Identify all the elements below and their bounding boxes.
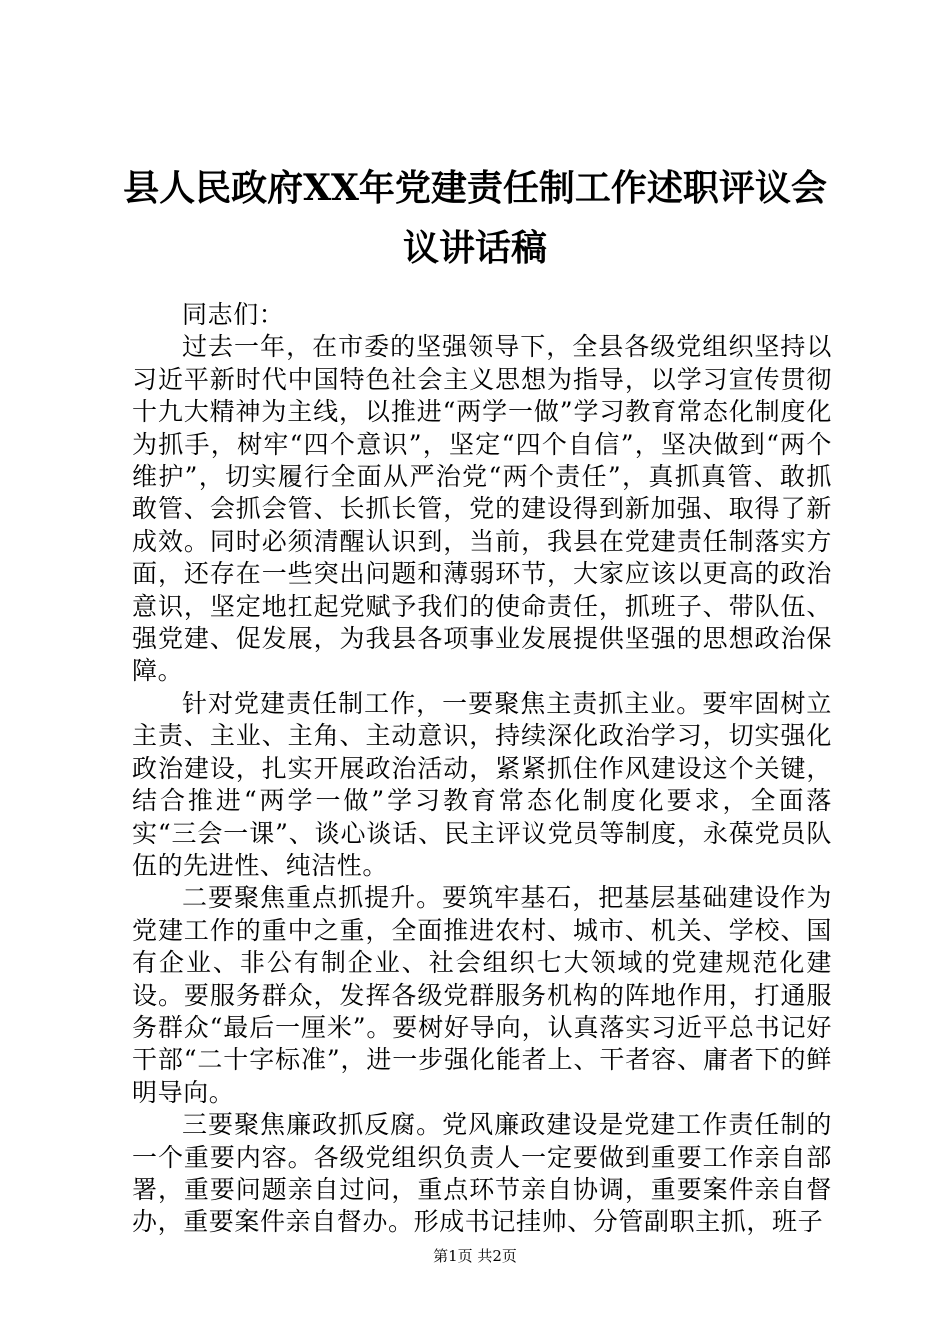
body-paragraph-1: 过去一年，在市委的坚强领导下，全县各级党组织坚持以习近平新时代中国特色社会主义思想为指导，以学习宣传贯彻十九大精神为主线，以推进“两学一做”学习教育常态化制度化为抓手，树牢“四个意识”，坚定“四个自信”，坚决做到“两个维护”，切实履行全面从严治党“两个责任”，真抓真管、敢抓敢管、会抓会管、长抓长管，党的建设得到新加强、取得了新成效。同时必须清醒认识到，当前，我县在党建责任制落实方面，还存在一些突出问题和薄弱环节，大家应该以更高的政治意识，坚定地扛起党赋予我们的使命责任，抓班子、带队伍、强党建、促发展，为我县各项事业发展提供坚强的思想政治保障。 [132,332,832,686]
body-paragraph-3: 二要聚焦重点抓提升。要筑牢基石，把基层基础建设作为党建工作的重中之重，全面推进农村、城市、机关、学校、国有企业、非公有制企业、社会组织七大领域的党建规范化建设。要服务群众，发挥各级党群服务机构的阵地作用，打通服务群众“最后一厘米”。要树好导向，认真落实习近平总书记好干部“二十字标准”，进一步强化能者上、干者容、庸者下的鲜明导向。 [132,883,832,1107]
greeting-paragraph: 同志们： [182,300,285,329]
document-title: 县人民政府XX年党建责任制工作述职评议会议讲话稿 [123,167,827,269]
body-paragraph-4: 三要聚焦廉政抓反腐。党风廉政建设是党建工作责任制的一个重要内容。各级党组织负责人一定要做到重要工作亲自部署，重要问题亲自过问，重点环节亲自协调，重要案件亲自督办，重要案件亲自督办。形成书记挂帅、分管副职主抓，班子 [132,1110,832,1237]
page-footer: 第1页 共2页 [433,1247,517,1265]
document-body [132,299,832,1239]
body-paragraph-2: 针对党建责任制工作，一要聚焦主责抓主业。要牢固树立主责、主业、主角、主动意识，持续深化政治学习，切实强化政治建设，扎实开展政治活动，紧紧抓住作风建设这个关键，结合推进“两学一做”学习教育常态化制度化要求，全面落实“三会一课”、谈心谈话、民主评议党员等制度，永葆党员队伍的先进性、纯洁性。 [132,688,832,880]
